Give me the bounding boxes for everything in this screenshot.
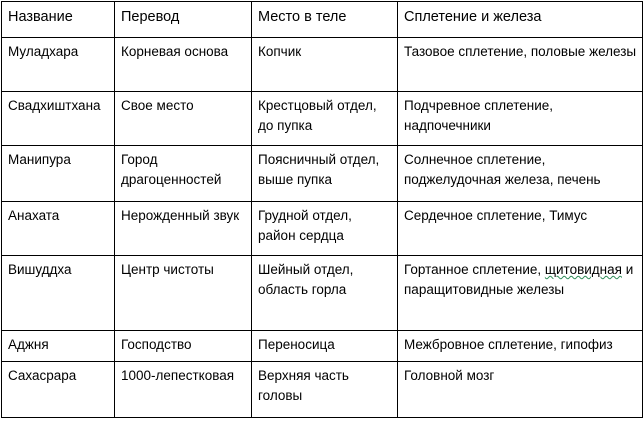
cell-plexus xyxy=(398,256,643,331)
cell-name: Аджня xyxy=(2,331,115,362)
table-row xyxy=(2,92,643,146)
cell-name: Муладхара xyxy=(2,38,115,92)
cell-translation: Господство xyxy=(115,331,252,362)
cell-translation: Корневая основа xyxy=(115,38,252,92)
cell-plexus: Межбровное сплетение, гипофиз xyxy=(398,331,643,362)
cell-location: Копчик xyxy=(252,38,398,92)
header-plexus: Сплетение и железа xyxy=(398,2,643,38)
table-row xyxy=(2,256,643,331)
cell-location: Грудной отдел, район сердца xyxy=(252,202,398,256)
cell-name: Анахата xyxy=(2,202,115,256)
cell-plexus: Подчревное сплетение, надпочечники xyxy=(398,92,643,146)
cell-translation: Центр чистоты xyxy=(115,256,252,331)
spellcheck-underlined-word: щитовидная xyxy=(544,262,622,277)
cell-location: Верхняя часть головы xyxy=(252,362,398,418)
cell-location: Переносица xyxy=(252,331,398,362)
table-row xyxy=(2,202,643,256)
table-row xyxy=(2,331,643,362)
cell-plexus: Головной мозг xyxy=(398,362,643,418)
cell-translation: Нерожденный звук xyxy=(115,202,252,256)
chakra-table xyxy=(1,1,643,418)
table-header-row xyxy=(2,2,643,38)
header-translation: Перевод xyxy=(115,2,252,38)
cell-plexus: Сердечное сплетение, Тимус xyxy=(398,202,643,256)
cell-location: Крестцовый отдел, до пупка xyxy=(252,92,398,146)
cell-translation: 1000-лепестковая xyxy=(115,362,252,418)
table-row xyxy=(2,38,643,92)
cell-plexus: Солнечное сплетение, поджелудочная железа, печень xyxy=(398,146,643,202)
cell-plexus: Тазовое сплетение, половые железы xyxy=(398,38,643,92)
table-row xyxy=(2,362,643,418)
cell-location: Поясничный отдел, выше пупка xyxy=(252,146,398,202)
cell-name: Сахасрара xyxy=(2,362,115,418)
cell-name: Вишуддха xyxy=(2,256,115,331)
plexus-text-end: и паращитовидные железы xyxy=(404,262,634,297)
table-row xyxy=(2,146,643,202)
header-location: Место в теле xyxy=(252,2,398,38)
cell-name: Манипура xyxy=(2,146,115,202)
plexus-text-start: Гортанное сплетение, xyxy=(404,262,545,277)
cell-translation: Свое место xyxy=(115,92,252,146)
header-name: Название xyxy=(2,2,115,38)
cell-name: Свадхиштхана xyxy=(2,92,115,146)
cell-translation: Город драгоценностей xyxy=(115,146,252,202)
cell-location: Шейный отдел, область горла xyxy=(252,256,398,331)
